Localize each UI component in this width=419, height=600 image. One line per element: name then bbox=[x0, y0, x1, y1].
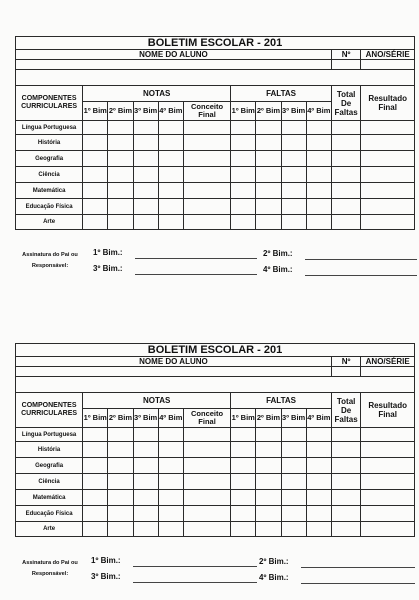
signature-bim-3-line[interactable] bbox=[135, 274, 257, 275]
signature-label: Assinatura do Pai ou Responsável: bbox=[22, 252, 78, 269]
subject-row bbox=[16, 428, 415, 442]
signature-bim-1-label: 1º Bim.: bbox=[91, 556, 121, 565]
subject-row bbox=[16, 442, 415, 458]
signature-bim-2-line[interactable] bbox=[305, 259, 417, 260]
subject-label: História bbox=[16, 442, 83, 458]
signature-block-1 bbox=[15, 244, 415, 280]
subject-label: Geografia bbox=[16, 458, 83, 474]
subject-row bbox=[16, 490, 415, 506]
signature-bim-1-label: 1º Bim.: bbox=[93, 248, 123, 257]
subject-label: História bbox=[16, 135, 83, 151]
faltas-header: FALTAS bbox=[231, 86, 332, 102]
number-field[interactable] bbox=[331, 367, 360, 377]
report-table bbox=[15, 343, 415, 537]
signature-bim-3-label: 3º Bim.: bbox=[93, 264, 123, 273]
subject-row bbox=[16, 474, 415, 490]
signature-bim-1-line[interactable] bbox=[135, 258, 257, 259]
subject-label: Arte bbox=[16, 522, 83, 537]
faltas-bim-3-header: 3º Bim bbox=[281, 409, 306, 428]
subject-row bbox=[16, 458, 415, 474]
subject-row bbox=[16, 199, 415, 215]
year-field[interactable] bbox=[361, 367, 415, 377]
final-result-header: Resultado Final bbox=[361, 86, 415, 121]
report-table bbox=[15, 36, 415, 230]
number-header: Nº bbox=[331, 357, 360, 367]
subject-row bbox=[16, 135, 415, 151]
year-field[interactable] bbox=[361, 60, 415, 70]
subject-label: Matemática bbox=[16, 490, 83, 506]
spacer-row bbox=[16, 70, 415, 86]
subject-row bbox=[16, 167, 415, 183]
notas-bim-3-header: 3º Bim bbox=[133, 102, 158, 121]
concept-header: Conceito Final bbox=[183, 409, 230, 428]
subject-row bbox=[16, 506, 415, 522]
signature-bim-4-label: 4º Bim.: bbox=[263, 265, 293, 274]
signature-label: Assinatura do Pai ou Responsável: bbox=[22, 560, 78, 577]
subject-label: Língua Portuguesa bbox=[16, 428, 83, 442]
subject-label: Educação Física bbox=[16, 199, 83, 215]
signature-bim-4-line[interactable] bbox=[301, 583, 415, 584]
student-name-field[interactable] bbox=[16, 60, 332, 70]
number-field[interactable] bbox=[331, 60, 360, 70]
subject-label: Geografia bbox=[16, 151, 83, 167]
notas-bim-4-header: 4º Bim bbox=[158, 409, 183, 428]
faltas-bim-1-header: 1º Bim bbox=[231, 409, 256, 428]
components-header: COMPONENTES CURRICULARES bbox=[16, 393, 83, 428]
report-title: BOLETIM ESCOLAR - 201 bbox=[16, 344, 415, 357]
faltas-bim-2-header: 2º Bim bbox=[256, 409, 281, 428]
student-name-field[interactable] bbox=[16, 367, 332, 377]
subject-row bbox=[16, 215, 415, 230]
final-result-header: Resultado Final bbox=[361, 393, 415, 428]
notas-bim-1-header: 1º Bim bbox=[83, 409, 108, 428]
notas-bim-1-header: 1º Bim bbox=[83, 102, 108, 121]
faltas-bim-3-header: 3º Bim bbox=[281, 102, 306, 121]
signature-block-2 bbox=[15, 552, 415, 588]
subject-label: Língua Portuguesa bbox=[16, 121, 83, 135]
subject-row bbox=[16, 522, 415, 537]
notas-bim-3-header: 3º Bim bbox=[133, 409, 158, 428]
total-absences-header: Total De Faltas bbox=[331, 86, 360, 121]
year-header: ANO/SÉRIE bbox=[361, 357, 415, 367]
student-name-header: NOME DO ALUNO bbox=[16, 357, 332, 367]
signature-bim-2-label: 2º Bim.: bbox=[259, 557, 289, 566]
subject-row bbox=[16, 121, 415, 135]
faltas-bim-2-header: 2º Bim bbox=[256, 102, 281, 121]
subject-label: Ciência bbox=[16, 474, 83, 490]
subject-label: Matemática bbox=[16, 183, 83, 199]
faltas-bim-4-header: 4º Bim bbox=[306, 409, 331, 428]
signature-bim-4-label: 4º Bim.: bbox=[259, 573, 289, 582]
signature-bim-3-line[interactable] bbox=[133, 582, 257, 583]
subject-row bbox=[16, 151, 415, 167]
signature-bim-2-line[interactable] bbox=[301, 567, 415, 568]
subject-row bbox=[16, 183, 415, 199]
subject-label: Ciência bbox=[16, 167, 83, 183]
signature-bim-2-label: 2º Bim.: bbox=[263, 249, 293, 258]
components-header: COMPONENTES CURRICULARES bbox=[16, 86, 83, 121]
number-header: Nº bbox=[331, 50, 360, 60]
year-header: ANO/SÉRIE bbox=[361, 50, 415, 60]
student-name-header: NOME DO ALUNO bbox=[16, 50, 332, 60]
report-card-1 bbox=[15, 36, 415, 230]
faltas-header: FALTAS bbox=[231, 393, 332, 409]
notas-header: NOTAS bbox=[83, 86, 231, 102]
notas-header: NOTAS bbox=[83, 393, 231, 409]
faltas-bim-1-header: 1º Bim bbox=[231, 102, 256, 121]
signature-bim-1-line[interactable] bbox=[133, 566, 257, 567]
notas-bim-4-header: 4º Bim bbox=[158, 102, 183, 121]
report-card-2 bbox=[15, 343, 415, 537]
notas-bim-2-header: 2º Bim bbox=[108, 409, 133, 428]
subject-label: Educação Física bbox=[16, 506, 83, 522]
signature-bim-4-line[interactable] bbox=[305, 275, 417, 276]
concept-header: Conceito Final bbox=[183, 102, 230, 121]
faltas-bim-4-header: 4º Bim bbox=[306, 102, 331, 121]
notas-bim-2-header: 2º Bim bbox=[108, 102, 133, 121]
subject-label: Arte bbox=[16, 215, 83, 230]
report-title: BOLETIM ESCOLAR - 201 bbox=[16, 37, 415, 50]
signature-bim-3-label: 3º Bim.: bbox=[91, 572, 121, 581]
total-absences-header: Total De Faltas bbox=[331, 393, 360, 428]
spacer-row bbox=[16, 377, 415, 393]
